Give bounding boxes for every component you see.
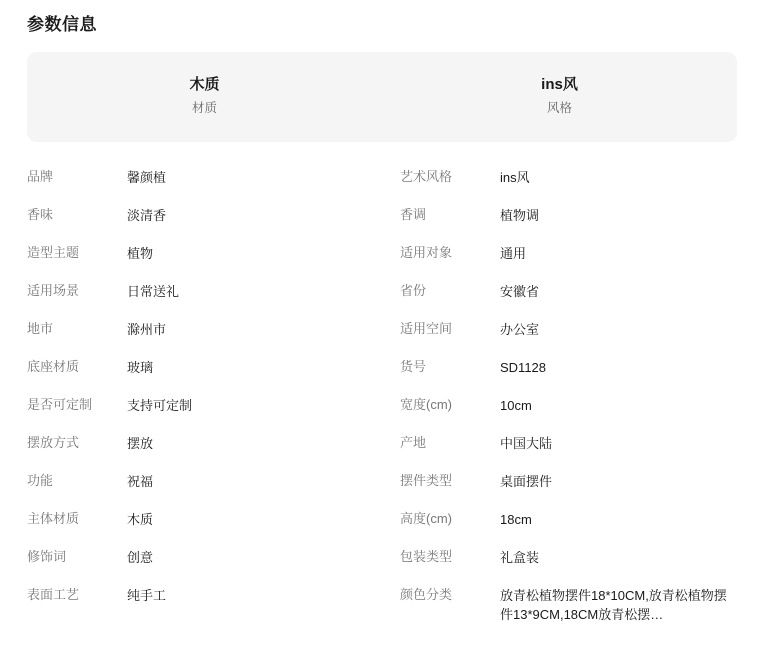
param-key: 主体材质 <box>27 511 80 526</box>
param-value: 安徽省 <box>500 284 540 299</box>
param-value: 祝福 <box>127 474 154 489</box>
param-key: 修饰词 <box>27 549 67 564</box>
table-row <box>400 320 737 358</box>
param-key: 省份 <box>400 283 427 298</box>
param-key: 高度(cm) <box>400 511 452 526</box>
table-row <box>400 510 737 548</box>
highlight-material-value: 木质 <box>189 76 220 93</box>
table-row <box>400 244 737 282</box>
param-key: 表面工艺 <box>27 587 80 602</box>
table-row <box>27 510 382 548</box>
param-key: 适用场景 <box>27 283 80 298</box>
table-row <box>27 168 382 206</box>
param-key: 颜色分类 <box>400 587 453 602</box>
param-value: 礼盒装 <box>500 550 540 565</box>
table-row <box>27 548 382 586</box>
table-row <box>27 282 382 320</box>
param-value: 滁州市 <box>127 322 167 337</box>
param-key: 艺术风格 <box>400 169 453 184</box>
table-row <box>27 472 382 510</box>
table-row <box>400 282 737 320</box>
param-key: 摆放方式 <box>27 435 80 450</box>
param-value: 日常送礼 <box>127 284 180 299</box>
table-row <box>400 168 737 206</box>
param-value: 通用 <box>500 246 527 261</box>
table-row <box>400 548 737 586</box>
param-value: 馨颜植 <box>127 170 167 185</box>
parameter-column-left <box>27 168 382 624</box>
table-row <box>400 586 737 624</box>
param-value: 淡清香 <box>127 208 167 223</box>
param-value: 玻璃 <box>127 360 154 375</box>
highlight-material <box>27 74 382 120</box>
param-value: SD1128 <box>500 360 547 375</box>
param-value: 18cm <box>500 512 532 527</box>
param-value: 办公室 <box>500 322 540 337</box>
param-key: 品牌 <box>27 169 54 184</box>
param-key: 底座材质 <box>27 359 80 374</box>
param-value: 桌面摆件 <box>500 474 553 489</box>
highlight-material-label: 材质 <box>191 101 217 115</box>
param-value: 10cm <box>500 398 532 413</box>
param-key: 适用空间 <box>400 321 453 336</box>
param-key: 地市 <box>27 321 54 336</box>
parameter-table <box>27 168 737 624</box>
table-row <box>27 434 382 472</box>
table-row <box>400 434 737 472</box>
param-value: 创意 <box>127 550 154 565</box>
table-row <box>27 206 382 244</box>
param-value: 植物调 <box>500 208 540 223</box>
param-value: 放青松植物摆件18*10CM,放青松植物摆件13*9CM,18CM放青松摆… <box>500 588 727 622</box>
table-row <box>400 358 737 396</box>
param-key: 适用对象 <box>400 245 453 260</box>
param-value: 摆放 <box>127 436 154 451</box>
param-key: 包装类型 <box>400 549 453 564</box>
table-row <box>400 206 737 244</box>
parameter-column-right <box>382 168 737 624</box>
highlight-style-label: 风格 <box>546 101 572 115</box>
table-row <box>27 244 382 282</box>
param-value: 支持可定制 <box>127 398 193 413</box>
param-key: 香味 <box>27 207 54 222</box>
param-value: ins风 <box>500 170 530 185</box>
table-row <box>27 358 382 396</box>
param-key: 摆件类型 <box>400 473 453 488</box>
param-key: 香调 <box>400 207 427 222</box>
table-row <box>400 396 737 434</box>
param-key: 货号 <box>400 359 427 374</box>
param-key: 产地 <box>400 435 427 450</box>
table-row <box>27 396 382 434</box>
table-row <box>400 472 737 510</box>
highlight-style <box>382 74 737 120</box>
param-value: 纯手工 <box>127 588 167 603</box>
param-value: 木质 <box>127 512 154 527</box>
param-value: 植物 <box>127 246 154 261</box>
param-key: 是否可定制 <box>27 397 93 412</box>
page-title: 参数信息 <box>27 15 97 34</box>
param-value: 中国大陆 <box>500 436 553 451</box>
highlight-style-value: ins风 <box>541 76 578 93</box>
param-key: 功能 <box>27 473 54 488</box>
param-key: 宽度(cm) <box>400 397 452 412</box>
param-key: 造型主题 <box>27 245 80 260</box>
table-row <box>27 320 382 358</box>
table-row <box>27 586 382 624</box>
highlight-card <box>27 52 737 142</box>
